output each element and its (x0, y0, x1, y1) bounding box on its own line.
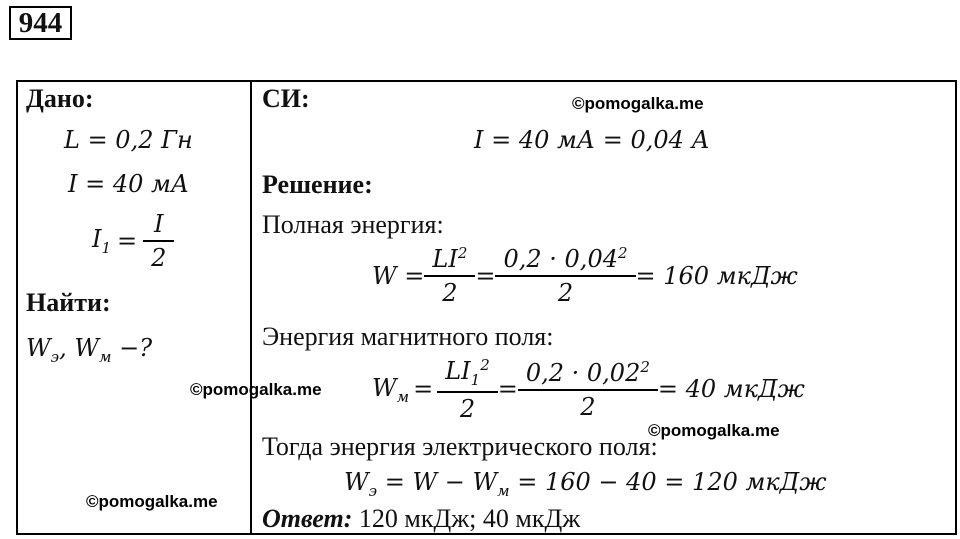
problem-number: 944 (9, 6, 72, 40)
answer-value: 120 мкДж; 40 мкДж (352, 504, 581, 533)
full-energy-label: Полная энергия: (262, 210, 444, 239)
full-eq-lhs: W = (372, 261, 425, 290)
mag-eq-fraction-2: $\frac{0,2 \cdot 0,02^2}{2}$ (522, 358, 654, 421)
full-energy-formula (372, 244, 798, 307)
mag-eq-result: = 40 мкДж (657, 375, 805, 404)
given-header: Дано: (26, 84, 94, 113)
answer-label: Ответ: (262, 504, 353, 533)
given-inductance: L = 0,2 Гн (64, 126, 193, 154)
i1-fraction (147, 210, 170, 272)
mag-eq-equals-2: = (497, 375, 518, 404)
electric-energy-formula: $W_э = W - W_м = 160 - 40 = 120$ мкДж (344, 468, 827, 500)
answer-line (262, 504, 580, 534)
given-i1-formula (92, 210, 174, 272)
si-header: СИ: (262, 84, 310, 113)
watermark: ©pomogalka.me (190, 380, 322, 399)
i1-lhs: $I_1$ (92, 225, 112, 257)
column-divider (250, 80, 252, 535)
find-header: Найти: (26, 288, 111, 317)
find-quantities: $W_э$, $W_м$ −? (26, 334, 153, 366)
i1-denominator: 2 (143, 240, 174, 272)
full-eq-result: = 160 мкДж (635, 261, 798, 290)
mag-eq-lhs: $W_м$ (372, 373, 410, 406)
i1-numerator: I (154, 210, 164, 238)
mag-eq-fraction-1: $\frac{LI_1^2}{2}$ (441, 356, 494, 423)
watermark: ©pomogalka.me (86, 492, 218, 511)
electric-energy-label: Тогда энергия электрического поля: (262, 432, 658, 461)
i1-eq: = (117, 227, 138, 255)
given-current: I = 40 мА (68, 170, 190, 198)
si-conversion: I = 40 мА = 0,04 А (474, 126, 710, 154)
solution-header: Решение: (262, 170, 373, 199)
full-eq-fraction-2: $\frac{0,2 \cdot 0,04^2}{2}$ (499, 244, 631, 307)
mag-eq-equals-1: = (413, 375, 434, 404)
magnetic-energy-label: Энергия магнитного поля: (262, 322, 554, 351)
watermark: ©pomogalka.me (572, 94, 704, 113)
magnetic-energy-formula (372, 356, 805, 423)
watermark: ©pomogalka.me (648, 421, 780, 440)
full-eq-fraction-1: $\frac{LI^2}{2}$ (428, 244, 471, 307)
full-eq-equals: = (475, 261, 496, 290)
